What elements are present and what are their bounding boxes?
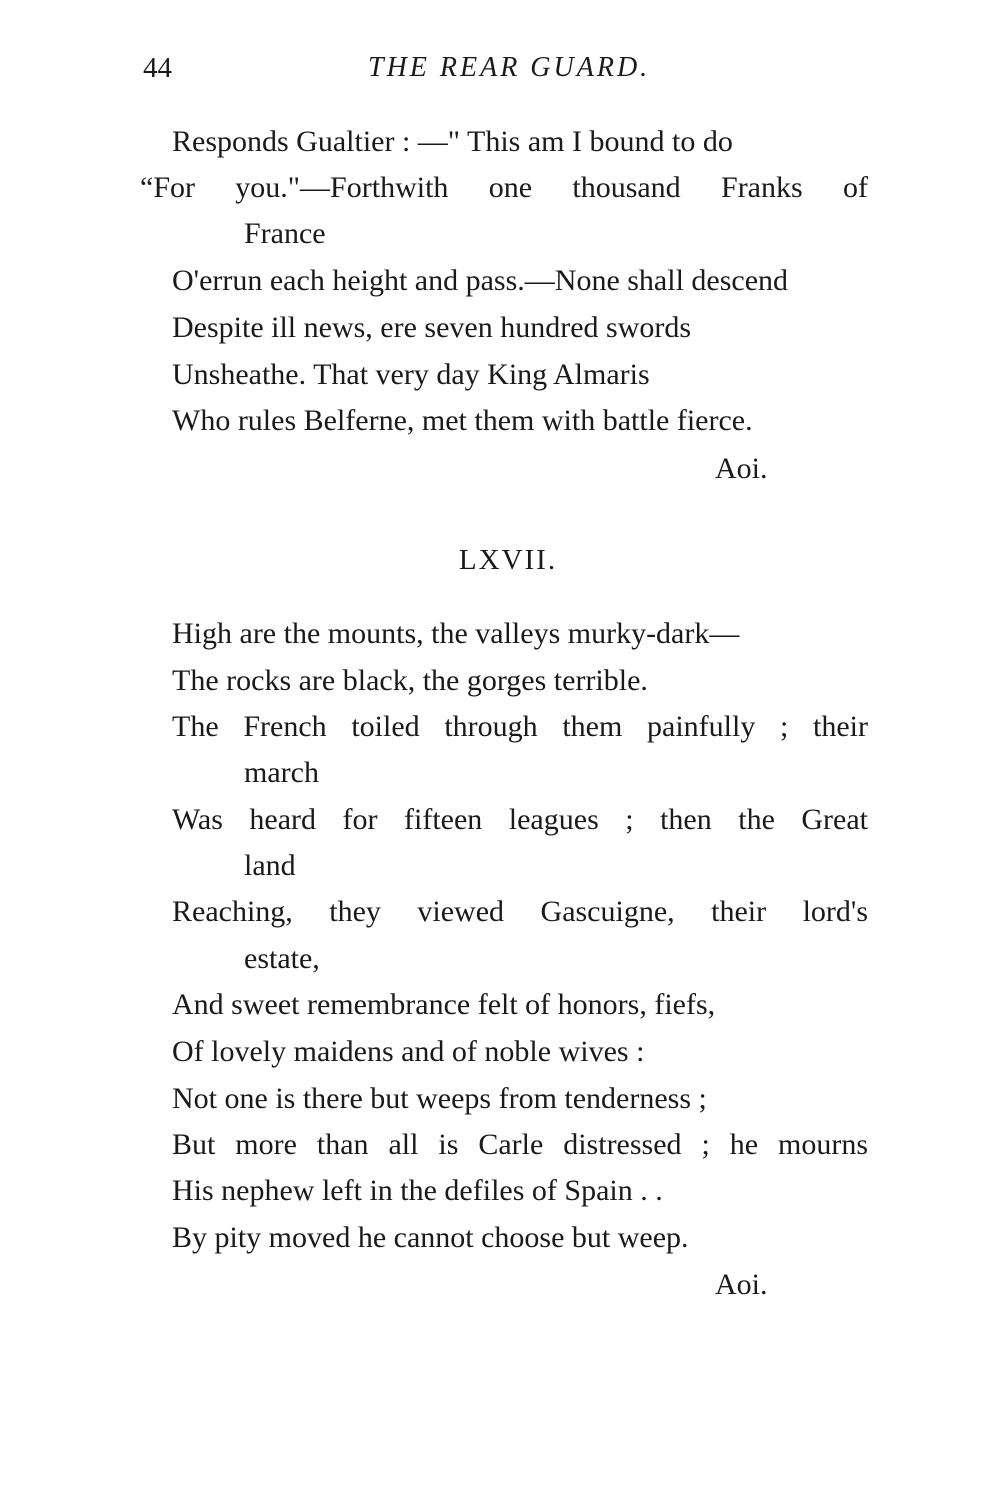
verse-line: “For you."—Forthwith one thousand Franks of	[140, 171, 868, 204]
verse-line: Who rules Belferne, met them with battle fierce.	[172, 404, 753, 437]
page-number: 44	[143, 52, 172, 84]
refrain-aoi: Aoi.	[715, 452, 768, 485]
verse-line: Unsheathe. That very day King Almaris	[172, 358, 650, 391]
verse-line: The French toiled through them painfully ; their	[172, 710, 868, 743]
verse-line: And sweet remembrance felt of honors, fiefs,	[172, 988, 716, 1021]
running-title: THE REAR GUARD.	[368, 52, 651, 83]
verse-line-continuation: march	[244, 756, 319, 789]
verse-line: By pity moved he cannot choose but weep.	[172, 1221, 689, 1254]
verse-line: Responds Gualtier : —" This am I bound to do	[172, 125, 733, 158]
verse-line: Was heard for fifteen leagues ; then the Great	[172, 803, 868, 836]
verse-line: Of lovely maidens and of noble wives :	[172, 1035, 645, 1068]
verse-line: Despite ill news, ere seven hundred swords	[172, 311, 692, 344]
verse-line: Not one is there but weeps from tenderness ;	[172, 1082, 707, 1115]
verse-line-continuation: France	[244, 217, 326, 250]
section-numeral: LXVII.	[458, 544, 558, 576]
verse-line: But more than all is Carle distressed ; he mourns	[172, 1128, 868, 1161]
verse-line: Reaching, they viewed Gascuigne, their lord's	[172, 895, 868, 928]
verse-line: O'errun each height and pass.—None shall descend	[172, 264, 789, 297]
refrain-aoi: Aoi.	[715, 1268, 768, 1301]
verse-line: High are the mounts, the valleys murky-dark—	[172, 617, 740, 650]
verse-line-continuation: estate,	[244, 942, 320, 975]
verse-line-continuation: land	[244, 849, 296, 882]
verse-line: The rocks are black, the gorges terrible.	[172, 664, 648, 697]
verse-line: His nephew left in the defiles of Spain . .	[172, 1174, 663, 1207]
